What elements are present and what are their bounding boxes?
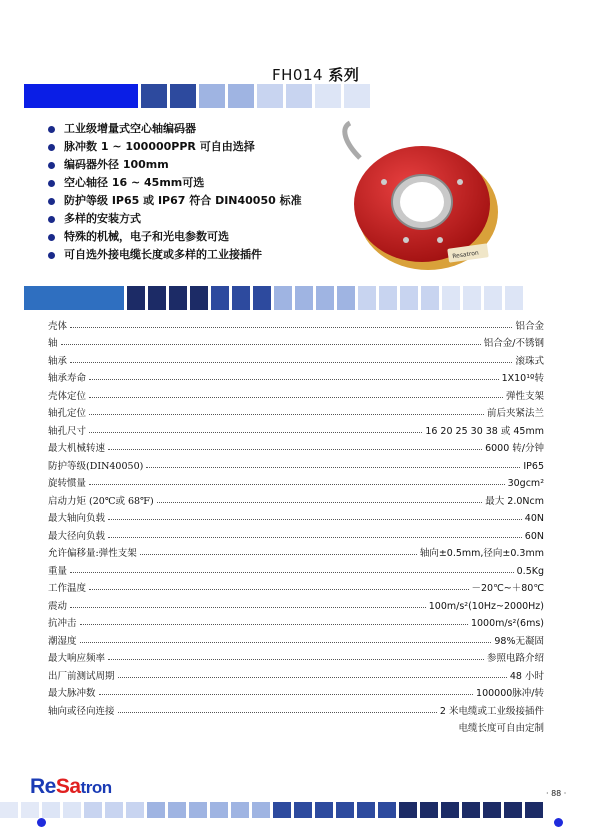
bar-block [170, 84, 196, 108]
spec-row: 潮湿度 98%无凝固 [48, 635, 544, 647]
bar-block [316, 286, 334, 310]
bar-block [63, 802, 81, 818]
bar-block [168, 802, 186, 818]
spec-row: 最大轴向负载 40N [48, 513, 544, 524]
spec-row: 壳体定位 弹性支架 [48, 390, 544, 402]
spec-row: 出厂前测试周期 48 小时 [48, 670, 544, 682]
spec-row: 轴孔尺寸 16 20 25 30 38 或 45mm [48, 425, 544, 437]
bar-block [232, 286, 250, 310]
spec-row: 最大径向负载 60N [48, 530, 544, 542]
bar-block [126, 802, 144, 818]
spec-row: 轴向或径向连接 2 米电缆或工业级接插件 [48, 705, 544, 717]
resatron-logo: ReSatron [30, 775, 112, 798]
bar-block [400, 286, 418, 310]
bar-block [141, 84, 167, 108]
bullet-icon [48, 234, 55, 241]
bar-block [421, 286, 439, 310]
feature-item: 脉冲数 1 ~ 100000PPR 可自由选择 [48, 138, 302, 156]
bar-block [315, 84, 341, 108]
cable-icon [345, 123, 360, 158]
bar-block [0, 802, 18, 818]
bar-block [252, 802, 270, 818]
spec-table [48, 314, 544, 734]
spec-row: 轴承寿命 1X10¹º转 [48, 373, 544, 384]
bar-block [273, 802, 291, 818]
bullet-icon [48, 126, 55, 133]
bar-block [357, 802, 375, 818]
bar-block [358, 286, 376, 310]
bar-block [24, 84, 138, 108]
bar-block [378, 802, 396, 818]
spec-color-bar [24, 286, 523, 310]
feature-item: 防护等级 IP65 或 IP67 符合 DIN40050 标准 [48, 192, 302, 210]
bar-block [379, 286, 397, 310]
bullet-icon [48, 198, 55, 205]
bar-block [525, 802, 543, 818]
bar-block [337, 286, 355, 310]
bar-block [253, 286, 271, 310]
spec-row: 抗冲击 1000m/s²(6ms) [48, 618, 544, 629]
bar-block [148, 286, 166, 310]
bar-block [231, 802, 249, 818]
bar-block [257, 84, 283, 108]
screw-icon [403, 237, 409, 243]
spec-row: 防护等级(DIN40050) IP65 [48, 460, 544, 472]
footer-dot-icon [554, 818, 563, 827]
feature-item: 特殊的机械，电子和光电参数可选 [48, 228, 302, 246]
spec-row: 壳体 铝合金 [48, 320, 544, 332]
feature-item: 编码器外径 100mm [48, 156, 302, 174]
bar-block [463, 286, 481, 310]
series-label: 系列 [328, 66, 360, 84]
spec-row: 最大机械转速 6000 转/分钟 [48, 443, 544, 454]
spec-row-continuation: 电缆长度可自由定制 [458, 723, 544, 734]
hollow-shaft [400, 182, 444, 222]
bar-block [199, 84, 225, 108]
spec-row: 最大脉冲数 100000脉冲/转 [48, 688, 544, 699]
spec-row: 轴孔定位 前后夹紧法兰 [48, 408, 544, 419]
page-title [272, 64, 359, 85]
spec-row: 最大响应频率 参照电路介绍 [48, 653, 544, 664]
bar-block [211, 286, 229, 310]
screw-icon [381, 179, 387, 185]
spec-row: 震动 100m/s²(10Hz~2000Hz) [48, 600, 544, 612]
bar-block [546, 802, 549, 818]
bullet-icon [48, 144, 55, 151]
bar-block [462, 802, 480, 818]
footer-dot-icon [37, 818, 46, 827]
bar-block [420, 802, 438, 818]
bar-block [274, 286, 292, 310]
bar-block [21, 802, 39, 818]
bar-block [442, 286, 460, 310]
bullet-icon [48, 162, 55, 169]
bar-block [42, 802, 60, 818]
bar-block [336, 802, 354, 818]
bar-block [483, 802, 501, 818]
model-name: FH014 [272, 66, 324, 84]
spec-row: 允许偏移量:弹性支架 轴向±0.5mm,径向±0.3mm [48, 548, 544, 559]
feature-item: 工业级增量式空心轴编码器 [48, 120, 302, 138]
product-label-text: Resatron [451, 249, 480, 261]
bar-block [84, 802, 102, 818]
bar-block [190, 286, 208, 310]
bar-block [505, 286, 523, 310]
bar-block [315, 802, 333, 818]
spec-row: 轴承 滚珠式 [48, 355, 544, 367]
encoder-product-image [340, 118, 500, 278]
bar-block [105, 802, 123, 818]
bar-block [127, 286, 145, 310]
bullet-icon [48, 180, 55, 187]
spec-row: 重量 0.5Kg [48, 565, 544, 577]
bullet-icon [48, 216, 55, 223]
spec-row: 工作温度 －20℃~＋80℃ [48, 583, 544, 594]
feature-item: 可自选外接电缆长度或多样的工业接插件 [48, 246, 302, 264]
bar-block [228, 84, 254, 108]
bar-block [344, 84, 370, 108]
bullet-icon [48, 252, 55, 259]
bar-block [286, 84, 312, 108]
bar-block [441, 802, 459, 818]
screw-icon [457, 179, 463, 185]
bar-block [484, 286, 502, 310]
feature-list [48, 120, 302, 264]
title-color-bar [24, 84, 370, 108]
feature-item: 空心轴径 16 ~ 45mm可选 [48, 174, 302, 192]
bar-block [504, 802, 522, 818]
bar-block [169, 286, 187, 310]
bar-block [147, 802, 165, 818]
feature-item: 多样的安装方式 [48, 210, 302, 228]
spec-row: 启动力矩 (20℃或 68℉) 最大 2.0Ncm [48, 495, 544, 507]
footer-color-bar [0, 802, 549, 818]
bar-block [189, 802, 207, 818]
bar-block [210, 802, 228, 818]
spec-row: 轴 铝合金/不锈钢 [48, 338, 544, 349]
page-number: · 88 · [546, 789, 567, 798]
bar-block [295, 286, 313, 310]
bar-block [399, 802, 417, 818]
spec-row: 旋转惯量 30gcm² [48, 478, 544, 489]
bar-block [294, 802, 312, 818]
screw-icon [437, 237, 443, 243]
bar-block [24, 286, 124, 310]
